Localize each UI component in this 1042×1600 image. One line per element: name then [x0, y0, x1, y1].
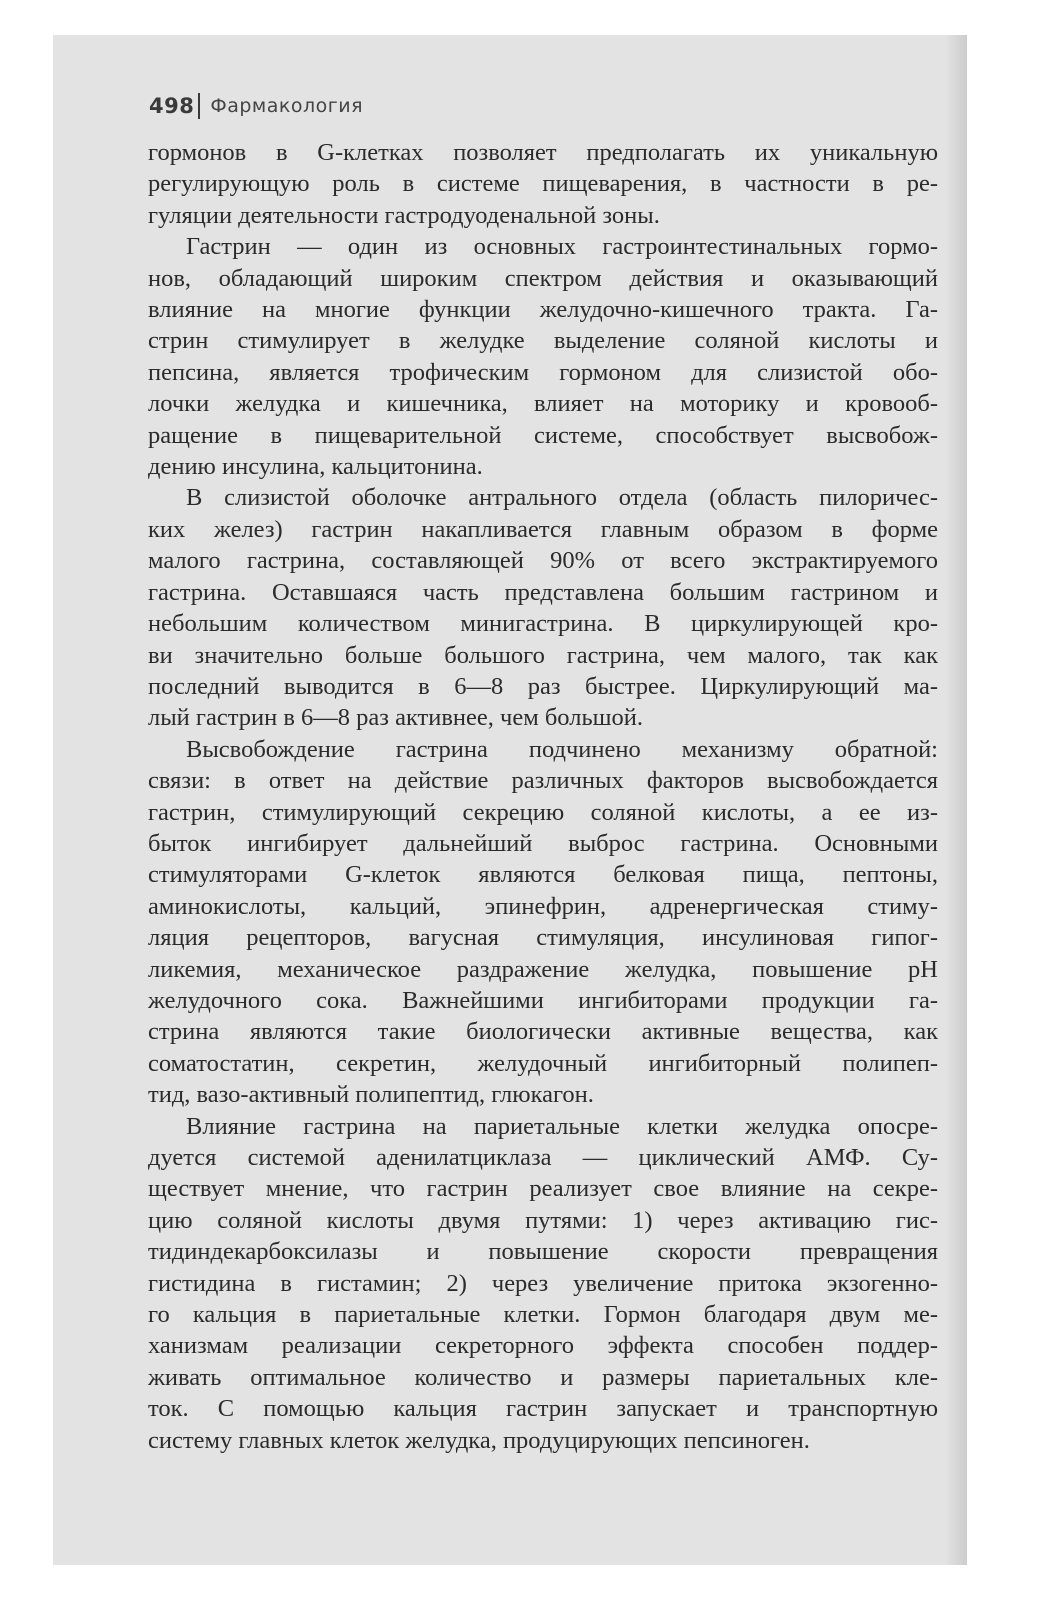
- text-line: гормонов в G-клетках позволяет предполагать их уникальную: [148, 139, 938, 166]
- text-line: Высвобождение гастрина подчинено механизму обратной:: [186, 735, 938, 763]
- text-line: тидиндекарбоксилазы и повышение скорости превращения: [148, 1238, 938, 1266]
- text-line: гастрина. Оставшаяся часть представлена большим гастрином и: [148, 578, 938, 606]
- text-line: желудочного сока. Важнейшими ингибиторами продукции га-: [148, 986, 938, 1014]
- text-line: стимуляторами G-клеток являются белковая пища, пептоны,: [148, 861, 938, 889]
- text-line: пепсина, является трофическим гормоном для слизистой обо-: [148, 358, 938, 386]
- paragraph: [148, 1111, 938, 1456]
- text-line: ществует мнение, что гастрин реализует свое влияние на секре-: [148, 1175, 938, 1203]
- text-line: нов, обладающий широким спектром действия и оказывающий: [148, 264, 938, 292]
- text-line: лый гастрин в 6—8 раз активнее, чем большой.: [148, 704, 643, 732]
- text-line: гистидина в гистамин; 2) через увеличение притока экзогенно-: [148, 1269, 938, 1297]
- text-line: ханизмам реализации секреторного эффекта способен поддер-: [148, 1332, 938, 1360]
- text-line: дению инсулина, кальцитонина.: [148, 453, 483, 481]
- text-line: регулирующую роль в системе пищеварения, в частности в ре-: [148, 170, 938, 198]
- text-line: Влияние гастрина на париетальные клетки желудка опосре-: [186, 1112, 938, 1140]
- text-line: стрин стимулирует в желудке выделение соляной кислоты и: [148, 327, 938, 355]
- text-line: ких желез) гастрин накапливается главным образом в форме: [148, 515, 938, 543]
- text-line: гастрин, стимулирующий секрецию соляной кислоты, а ее из-: [148, 798, 938, 826]
- text-line: быток ингибирует дальнейший выброс гастрина. Основными: [148, 829, 938, 857]
- text-line: влияние на многие функции желудочно-кишечного тракта. Га-: [148, 296, 938, 324]
- text-line: ликемия, механическое раздражение желудка, повышение pH: [148, 955, 938, 983]
- text-line: ращение в пищеварительной системе, способствует высвобож-: [148, 421, 938, 449]
- text-line: тид, вазо-активный полипептид, глюкагон.: [148, 1081, 594, 1109]
- paragraph: [148, 231, 938, 482]
- text-line: последний выводится в 6—8 раз быстрее. Циркулирующий ма-: [148, 672, 938, 700]
- text-line: гуляции деятельности гастродуоденальной зоны.: [148, 201, 660, 229]
- body-text: [148, 137, 938, 1456]
- text-line: стрина являются такие биологически активные вещества, как: [148, 1018, 938, 1046]
- header-divider: [198, 93, 200, 119]
- page-gutter-shadow: [945, 35, 967, 1565]
- paragraph: [148, 482, 938, 733]
- page-number: 498: [149, 94, 195, 118]
- text-line: соматостатин, секретин, желудочный ингибиторный полипеп-: [148, 1049, 938, 1077]
- text-line: дуется системой аденилатциклаза — циклический АМФ. Су-: [148, 1144, 938, 1171]
- text-line: ляция рецепторов, вагусная стимуляция, инсулиновая гипог-: [148, 924, 938, 952]
- text-line: систему главных клеток желудка, продуцирующих пепсиноген.: [148, 1426, 810, 1454]
- text-line: ток. С помощью кальция гастрин запускает и транспортную: [148, 1395, 938, 1423]
- text-line: цию соляной кислоты двумя путями: 1) через активацию гис-: [148, 1206, 938, 1234]
- paragraph: [148, 137, 938, 231]
- text-line: ви значительно больше большого гастрина, чем малого, так как: [148, 641, 938, 669]
- text-line: го кальция в париетальные клетки. Гормон благодаря двум ме-: [148, 1301, 938, 1329]
- running-head: [149, 89, 363, 123]
- text-line: связи: в ответ на действие различных факторов высвобождается: [148, 767, 938, 795]
- text-line: небольшим количеством минигастрина. В циркулирующей кро-: [148, 610, 938, 638]
- paragraph: [148, 734, 938, 1111]
- text-line: аминокислоты, кальций, эпинефрин, адренергическая стиму-: [148, 892, 938, 920]
- text-line: живать оптимальное количество и размеры париетальных кле-: [148, 1363, 938, 1391]
- text-line: лочки желудка и кишечника, влияет на моторику и кровооб-: [148, 390, 938, 418]
- section-title: Фармакология: [210, 95, 364, 117]
- text-line: В слизистой оболочке антрального отдела (область пилоричес-: [186, 484, 938, 512]
- book-page: [53, 35, 967, 1565]
- text-line: Гастрин — один из основных гастроинтестинальных гормо-: [186, 233, 938, 261]
- text-line: малого гастрина, составляющей 90% от всего экстрактируемого: [148, 547, 938, 575]
